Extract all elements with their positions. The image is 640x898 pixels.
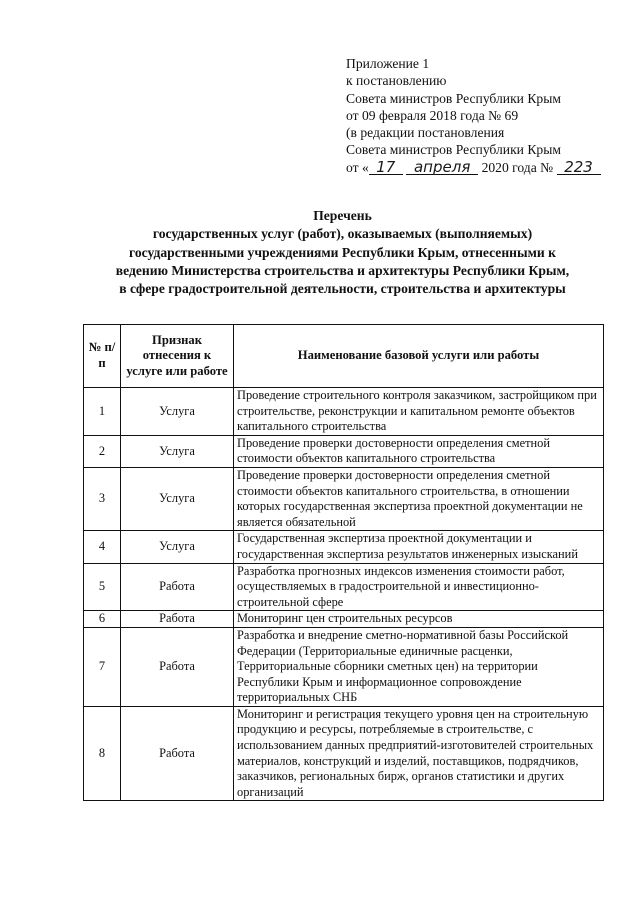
row-sign: Услуга xyxy=(121,435,234,467)
title-line: ведению Министерства строительства и архитектуры Республики Крым, xyxy=(115,262,570,278)
row-sign: Работа xyxy=(121,563,234,611)
row-sign: Услуга xyxy=(121,388,234,436)
header-name: Наименование базовой услуги или работы xyxy=(234,325,604,388)
appendix-line: Приложение 1 xyxy=(346,56,430,71)
row-num: 1 xyxy=(84,388,121,436)
table-row xyxy=(84,611,604,628)
header-sign: Признак отнесения к услуге или работе xyxy=(121,325,234,388)
row-num: 7 xyxy=(84,627,121,706)
table-row xyxy=(84,435,604,467)
appendix-block xyxy=(346,55,601,176)
row-name: Разработка прогнозных индексов изменения стоимости работ, осуществляемых в градостроительной и инвестиционно-строительной сфере xyxy=(234,563,604,611)
title-line: государственными учреждениями Республики Крым, отнесенными к xyxy=(129,244,556,260)
row-name: Проведение проверки достоверности определения сметной стоимости объектов капитального строительства xyxy=(234,435,604,467)
handwritten-day: 17 xyxy=(369,160,403,175)
row-name: Мониторинг цен строительных ресурсов xyxy=(234,611,604,628)
row-name: Проведение проверки достоверности определения сметной стоимости объектов капитального строительства, в отношении которых государственная экспертиза проектной документации не является обязательной xyxy=(234,467,604,530)
row-num: 8 xyxy=(84,706,121,801)
date-prefix: от « xyxy=(346,159,369,175)
row-sign: Работа xyxy=(121,706,234,801)
table-row xyxy=(84,706,604,801)
row-num: 2 xyxy=(84,435,121,467)
table-row xyxy=(84,388,604,436)
appendix-line: от 09 февраля 2018 года № 69 xyxy=(346,107,519,123)
handwritten-month: апреля xyxy=(406,160,478,175)
table-row xyxy=(84,563,604,611)
row-name: Государственная экспертиза проектной документации и государственная экспертиза результатов инженерных изысканий xyxy=(234,531,604,563)
appendix-line: (в редакции постановления xyxy=(346,125,505,141)
row-sign: Услуга xyxy=(121,531,234,563)
date-year: 2020 года № xyxy=(481,159,554,175)
row-num: 6 xyxy=(84,611,121,628)
table-header-row xyxy=(84,325,604,388)
table-row xyxy=(84,467,604,530)
row-name: Проведение строительного контроля заказчиком, застройщиком при строительстве, реконструкции и капитальном ремонте объектов капитального строительства xyxy=(234,388,604,436)
document-title xyxy=(80,207,605,298)
table-row xyxy=(84,531,604,563)
table-row xyxy=(84,627,604,706)
title-line: в сфере градостроительной деятельности, строительства и архитектуры xyxy=(119,281,566,297)
header-num: № п/п xyxy=(84,325,121,388)
title-line: Перечень xyxy=(313,208,372,223)
row-name: Разработка и внедрение сметно-нормативной базы Российской Федерации (Территориальные единичные расценки, Территориальные сборники сметных цен) на территории Республики Крым и информационное сопровождение территориальных СНБ xyxy=(234,627,604,706)
services-table xyxy=(83,324,604,801)
row-sign: Работа xyxy=(121,611,234,628)
row-sign: Услуга xyxy=(121,467,234,530)
row-num: 4 xyxy=(84,531,121,563)
row-num: 5 xyxy=(84,563,121,611)
row-sign: Работа xyxy=(121,627,234,706)
title-line: государственных услуг (работ), оказываемых (выполняемых) xyxy=(152,226,533,242)
handwritten-number: 223 xyxy=(557,160,601,175)
row-name: Мониторинг и регистрация текущего уровня цен на строительную продукцию и ресурсы, потребляемые в строительстве, с использованием данных предприятий-изготовителей строительных материалов, конструкций и изделий, поставщиков, подрядчиков, заказчиков, региональных бирж, органов статистики и других организаций xyxy=(234,706,604,801)
appendix-date-line xyxy=(346,159,601,176)
appendix-line: к постановлению xyxy=(346,73,447,89)
row-num: 3 xyxy=(84,467,121,530)
appendix-line: Совета министров Республики Крым xyxy=(346,90,561,106)
appendix-line: Совета министров Республики Крым xyxy=(346,142,561,158)
